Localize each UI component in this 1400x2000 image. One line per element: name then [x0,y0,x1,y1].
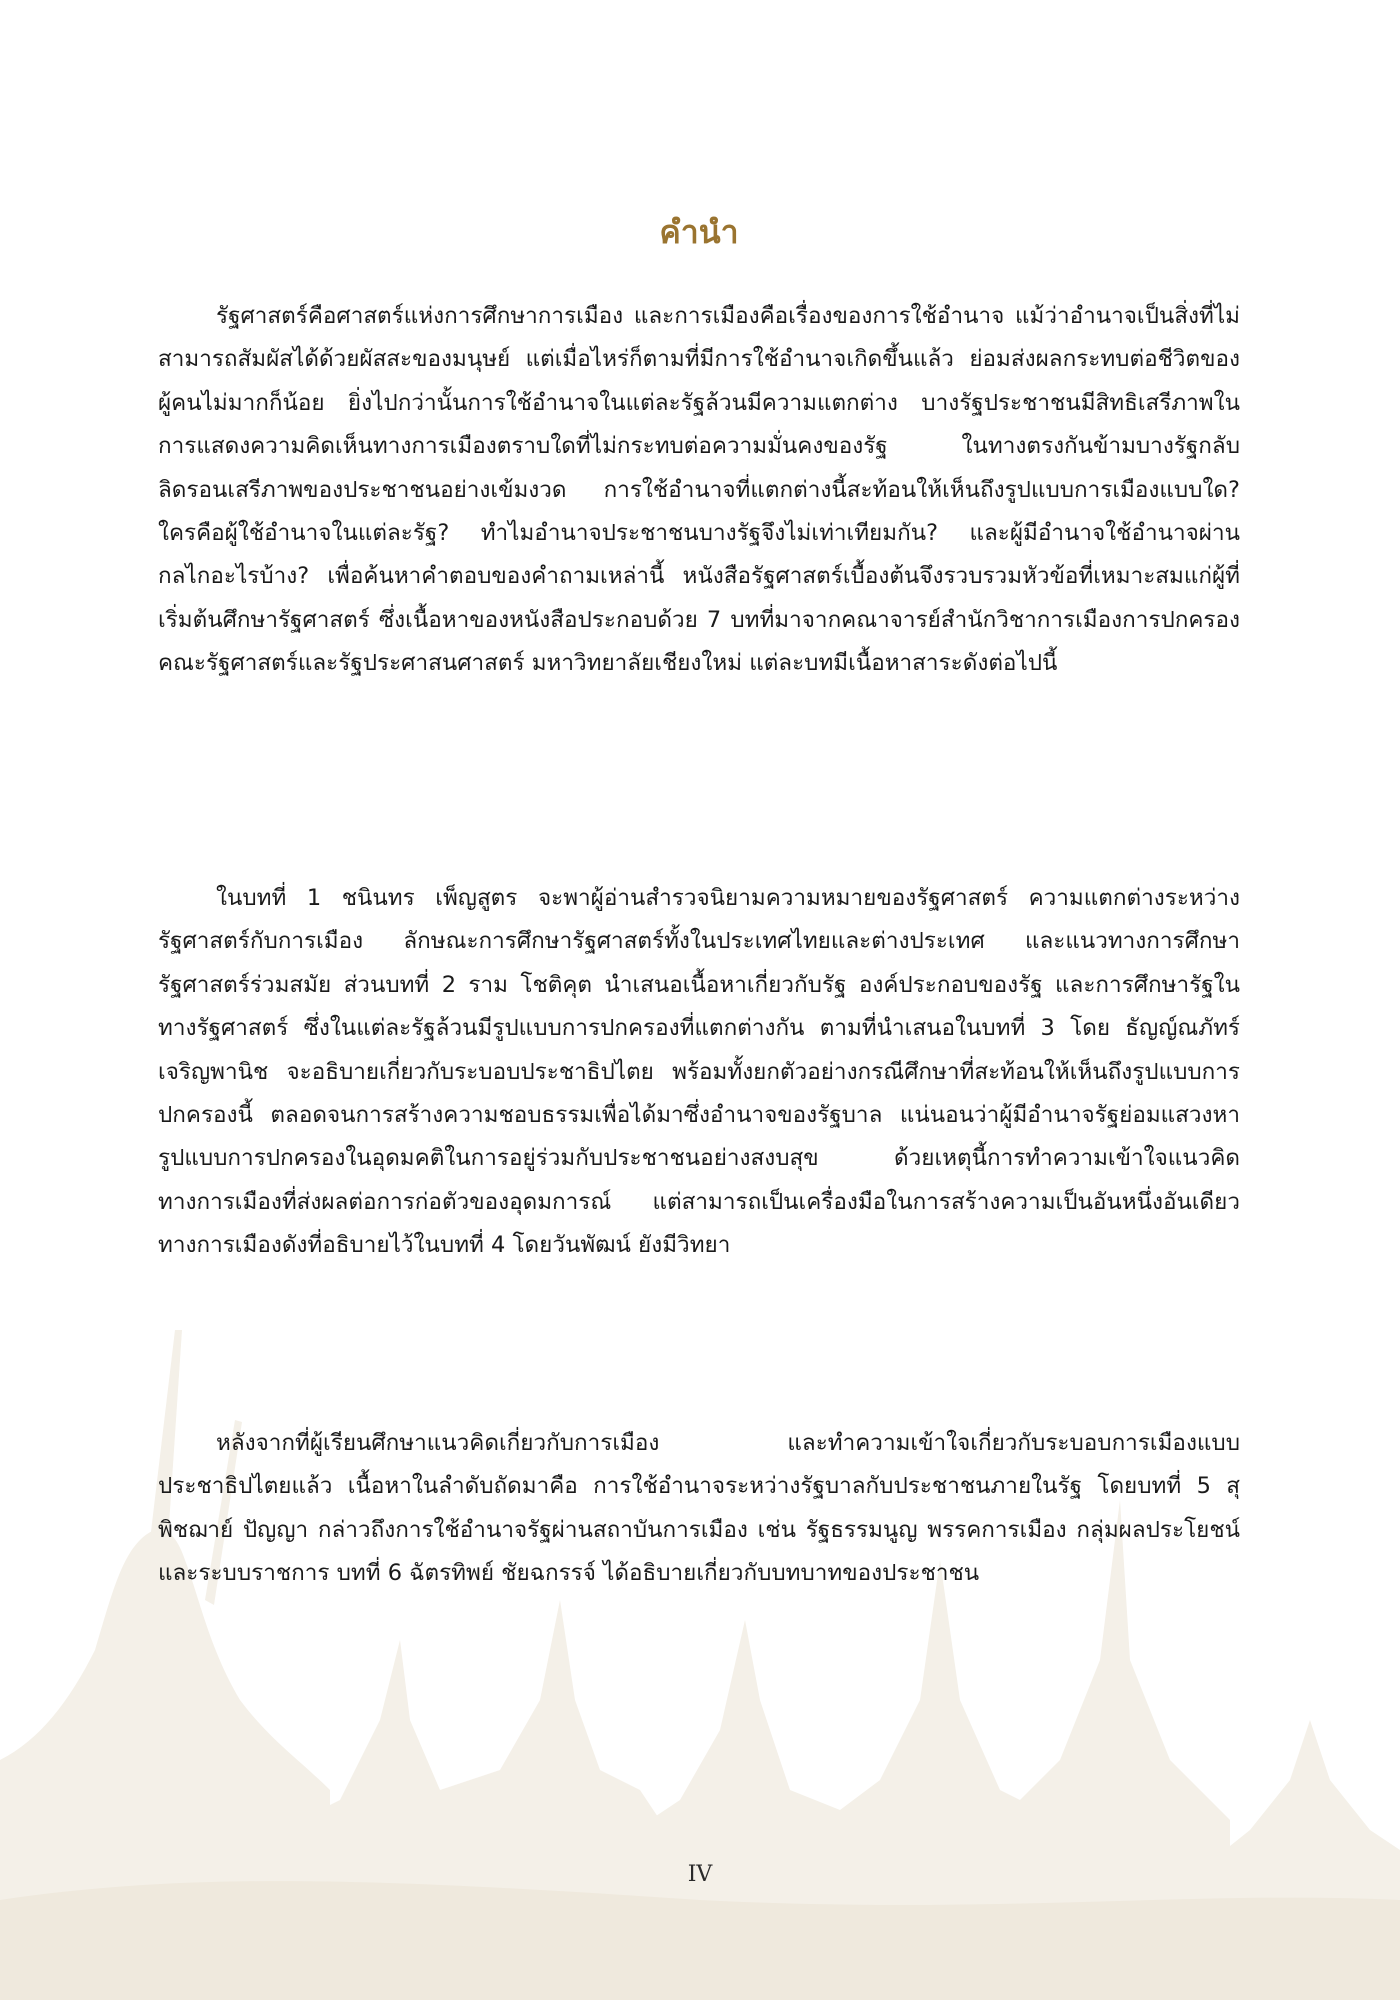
paragraph-2: ในบทที่ 1 ชนินทร เพ็ญสูตร จะพาผู้อ่านสำรวจนิยามความหมายของรัฐศาสตร์ ความแตกต่างระหว่างรัฐศาสตร์กับการเมือง ลักษณะการศึกษารัฐศาสตร์ทั้งในประเทศไทยและต่างประเทศ และแนวทางการศึกษารัฐศาสตร์ร่วมสมัย ส่วนบทที่ 2 ราม โชติคุต นำเสนอเนื้อหาเกี่ยวกับรัฐ องค์ประกอบของรัฐ และการศึกษารัฐในทางรัฐศาสตร์ ซึ่งในแต่ละรัฐล้วนมีรูปแบบการปกครองที่แตกต่างกัน ตามที่นำเสนอในบทที่ 3 โดย ธัญญ์ณภัทร์ เจริญพานิช จะอธิบายเกี่ยวกับระบอบประชาธิปไตย พร้อมทั้งยกตัวอย่างกรณีศึกษาที่สะท้อนให้เห็นถึงรูปแบบการปกครองนี้ ตลอดจนการสร้างความชอบธรรมเพื่อได้มาซึ่งอำนาจของรัฐบาล แน่นอนว่าผู้มีอำนาจรัฐย่อมแสวงหารูปแบบการปกครองในอุดมคติในการอยู่ร่วมกับประชาชนอย่างสงบสุข ด้วยเหตุนี้การทำความเข้าใจแนวคิดทางการเมืองที่ส่งผลต่อการก่อตัวของอุดมการณ์ แต่สามารถเป็นเครื่องมือในการสร้างความเป็นอันหนึ่งอันเดียวทางการเมืองดังที่อธิบายไว้ในบทที่ 4 โดยวันพัฒน์ ยังมีวิทยา [158,885,1240,1259]
page-number: IV [687,1862,713,1887]
paragraph-3: หลังจากที่ผู้เรียนศึกษาแนวคิดเกี่ยวกับการเมือง และทำความเข้าใจเกี่ยวกับระบอบการเมืองแบบประชาธิปไตยแล้ว เนื้อหาในลำดับถัดมาคือ การใช้อำนาจระหว่างรัฐบาลกับประชาชนภายในรัฐ โดยบทที่ 5 สุพิชฌาย์ ปัญญา กล่าวถึงการใช้อำนาจรัฐผ่านสถาบันการเมือง เช่น รัฐธรรมนูญ พรรคการเมือง กลุ่มผลประโยชน์ และระบบราชการ บทที่ 6 ฉัตรทิพย์ ชัยฉกรรจ์ ได้อธิบายเกี่ยวกับบทบาทของประชาชน [158,1430,1240,1587]
page-title: คำนำ [659,213,739,251]
paragraph-1: รัฐศาสตร์คือศาสตร์แห่งการศึกษาการเมือง และการเมืองคือเรื่องของการใช้อำนาจ แม้ว่าอำนาจเป็นสิ่งที่ไม่สามารถสัมผัสได้ด้วยผัสสะของมนุษย์ แต่เมื่อไหร่ก็ตามที่มีการใช้อำนาจเกิดขึ้นแล้ว ย่อมส่งผลกระทบต่อชีวิตของผู้คนไม่มากก็น้อย ยิ่งไปกว่านั้นการใช้อำนาจในแต่ละรัฐล้วนมีความแตกต่าง บางรัฐประชาชนมีสิทธิเสรีภาพในการแสดงความคิดเห็นทางการเมืองตราบใดที่ไม่กระทบต่อความมั่นคงของรัฐ ในทางตรงกันข้ามบางรัฐกลับลิดรอนเสรีภาพของประชาชนอย่างเข้มงวด การใช้อำนาจที่แตกต่างนี้สะท้อนให้เห็นถึงรูปแบบการเมืองแบบใด? ใครคือผู้ใช้อำนาจในแต่ละรัฐ? ทำไมอำนาจประชาชนบางรัฐจึงไม่เท่าเทียมกัน? และผู้มีอำนาจใช้อำนาจผ่านกลไกอะไรบ้าง? เพื่อค้นหาคำตอบของคำถามเหล่านี้ หนังสือรัฐศาสตร์เบื้องต้นจึงรวบรวมหัวข้อที่เหมาะสมแก่ผู้ที่เริ่มต้นศึกษารัฐศาสตร์ ซึ่งเนื้อหาของหนังสือประกอบด้วย 7 บทที่มาจากคณาจารย์สำนักวิชาการเมืองการปกครอง คณะรัฐศาสตร์และรัฐประศาสนศาสตร์ มหาวิทยาลัยเชียงใหม่ แต่ละบทมีเนื้อหาสาระดังต่อไปนี้ [158,303,1240,677]
